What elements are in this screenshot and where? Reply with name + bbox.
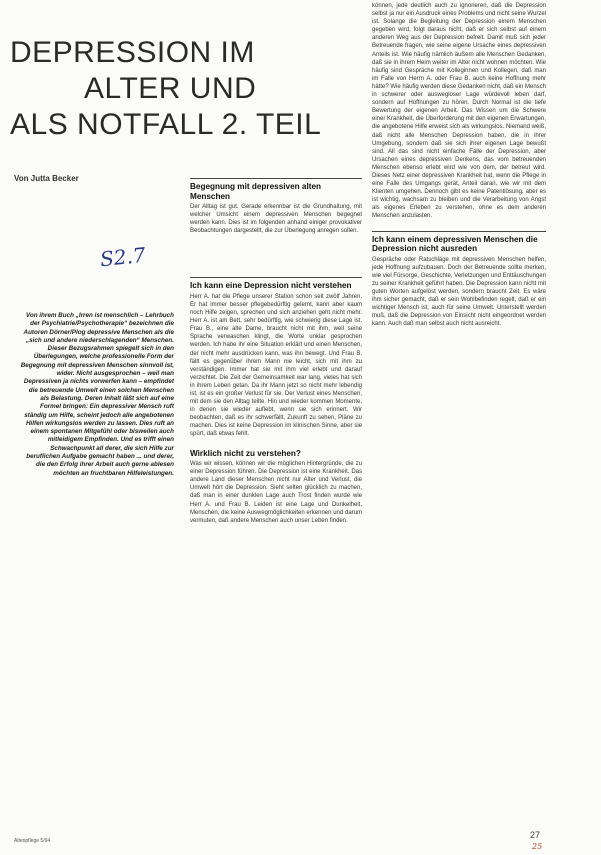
column-3 xyxy=(372,2,546,330)
column-2 xyxy=(190,178,362,527)
section-heading: Ich kann einem depressiven Menschen die Depression nicht ausreden xyxy=(372,234,538,254)
section-body: Gespräche oder Ratschläge mit depressiven Menschen helfen, jede Hoffnung aufzubauen. Doch der Betreuende sollte merken, wie viel Fürsorge, Geschichte, Verletzungen und Enttäuschungen zu seiner Krankheit geführt haben. Die Depression kann nicht mit guten Worten aufgelöst werden, sondern braucht Zeit. Es wäre ihm sicher gemacht, daß er sein Wohlbefinden regelt, daß er ein wichtiger Mensch ist, auch für seine Umwelt. Unterstellt werden muß, daß die Depression von Einsicht nicht eingeordnet werden kann. Auch daß man selbst auch nicht ausreicht. xyxy=(372,256,546,328)
section-body: Der Alltag ist gut. Gerade erkennbar ist die Grundhaltung, mit welcher Umsicht einem depressiven Menschen begegnet werden kann. Dies ist im folgenden anhand einiger provokativer Beobachtungen dargestellt, die zur Überlegung anregen sollen. xyxy=(190,204,362,235)
footer-source: Altenpflege 5/94 xyxy=(14,838,51,844)
section-verstehen xyxy=(190,277,362,438)
title-line-1: DEPRESSION IM xyxy=(10,36,255,69)
title-line-3: ALS NOTFALL 2. TEIL xyxy=(10,108,322,141)
section-body: können, jede deutlich auch zu ignorieren, daß die Depression selbst ja nur ein Ausdruck eines Problems und nicht seine Wurzel ist. Solange die Begleitung der Depression einem Menschen gegeben wird, folgt daraus nicht, daß er sich selbst auf einem anderen Weg aus der Depression befreit. Damit muß sich jeder Betreuende fragen, wie seine eigene Ursache eines depressiven Anteils ist. Wie häufig nämlich äußern alle Menschen Gedanken, daß sie in ihrem Heim weiter im Alter nicht wohnen möchten. Wie häufig sind Gespräche mit Kolleginnen und Kollegen, daß man im Falle von Herrn A. oder Frau B. auch keine Hoffnung mehr hätte? Wie häufig werden diese Gedanken nicht, daß ein Mensch in schwerer oder auswegloser Lage würdevoll leben darf, sondern auf Hoffnungen zu hören. Durch Normal ist die tiefe Bewertung der eigenen Arbeit. Das Wissen um die Schwere einer Krankheit, die Überforderung mit den eigenen Erwartungen, die angebotene Hilfe erweist sich als wirkungslos. Niemand weiß, daß nicht alle Menschen Depression haben, die in ihrer Umgebung, sondern daß sie sich ihrer eigenen Lage bewußt sind. All das sind nicht einfache Fälle der Depression, aber Ursachen eines depressiven Denkens, das vom betreuenden Menschen ebenso erlebt wird wie von dem, der betreut wird. Dieses Netz einer depressiven Krankheit hat, wenn die Pflege in eine Falle des Umgangs gerät, Anteil daran, wie wir mit dem Klienten umgehen. Dennoch gibt es keine Patentlösung, aber es ist wichtig, wachsam zu bleiben und die Verarbeitung von Angst als eigenes Erleben zu verstehen, ohne es dem anderen Menschen anzulasten. xyxy=(372,3,546,220)
page-number: 27 xyxy=(530,830,541,840)
section-body: Herr A. hat die Pflege unserer Station schon seit zwölf Jahren. Er hat immer besser pflegebedürftig gelernt, kann aber kaum noch Hilfe zeigen, sprechen und sich anziehen geht nicht mehr. Herr A. ist am Bett, sehr bedürftig, wie schwierig diese Lage ist. Frau B., eine alte Dame, braucht nicht mit ihm, weil seine Sprache verwaschen klingt, die Worte unklar gesprochen werden. Ich habe ihr eine Situation erklärt und einen Menschen, der nicht mehr ausdrücken kann, was ihn bewegt. Und Frau B. fällt es gegenüber ihrem Mann nie leicht, sich mit ihm zu verständigen. Immer hat sie mit ihm viel erlebt und darauf verzichtet. Die Zeit der Gemeinsamkeit war lang, vieles hat sich in ihrem Leben getan. Da ihr Mann jetzt so nicht mehr lebendig ist, ist es ein großer Verlust für sie. Der Verlust eines Menschen, mit dem sie den Alltag teilte. Hin und wieder kommen Momente, in denen sie wieder auflebt, wenn sie sich erinnert. Wir beobachten, daß es ihr schwerfällt, Zukunft zu sehen, Pläne zu machen. Dies ist keine Depression im klinischen Sinne, aber sie spürt, daß etwas fehlt. xyxy=(190,293,362,438)
section-continued xyxy=(372,2,546,221)
author-byline: Von Jutta Becker xyxy=(14,174,79,183)
section-heading: Ich kann eine Depression nicht verstehen xyxy=(190,281,352,291)
title-line-2: ALTER UND xyxy=(84,72,257,105)
intro-paragraph: Von ihrem Buch „Irren ist menschlich – Lehrbuch der Psychiatrie/Psychotherapie“ bezeichnen die Autoren Dörner/Plog depressive Menschen als die „sich und andere niederschlagenden“ Menschen. Dieser Bezugsrahmen spiegelt sich in den Überlegungen, welche professionelle Form der Begegnung mit depressiven Menschen sinnvoll ist, wider. Nicht ausgesprochen – weil man Depressiven ja nichts vorwerfen kann – empfindet die betreuende Umwelt einen solchen Menschen als Belastung. Deren Inhalt läßt sich auf eine Formel bringen: Ein depressiver Mensch ruft ständig um Hilfe, scheint jedoch alle angebotenen Hilfen wirkungslos werden zu lassen. Dies ruft an einem spontanen Mitgefühl oder bisweilen auch mitleidigem Empfinden. Und es trifft einen Schwachpunkt all derer, die sich Hilfe zur beruflichen Aufgabe gemacht haben ... und derer, die den Erfolg ihrer Arbeit auch gerne ablesen möchten an fruchtbaren Hilfeleistungen. xyxy=(20,312,174,477)
section-heading: Begegnung mit depressiven alten Menschen xyxy=(190,182,322,201)
section-wirklich xyxy=(190,449,362,525)
handwritten-page-number: 25 xyxy=(532,842,543,851)
section-begegnung xyxy=(190,178,362,235)
section-ausreden xyxy=(372,231,546,329)
section-heading: Wirklich nicht zu verstehen? xyxy=(190,448,301,458)
handwritten-note: S2.7 xyxy=(98,242,147,272)
section-body: Was wir wissen, können wir die möglichen Hintergründe, die zu einer Depression führen. Die Depression ist eine Krankheit. Das andere Land dieser Menschen nicht nur Alter und Verlust, die Umwelt hört die Depression. Sieht selten glücklich zu machen, daß man in einer dunklen Lage auch Trost finden wurde wie Herr A. und Frau B. Leiden ist eine Lage und Dunkelheit, Menschen, die keine Auswegmöglichkeiten erkennen und darum vermuten, daß andere Menschen auch unser Leben finden. xyxy=(190,461,362,524)
